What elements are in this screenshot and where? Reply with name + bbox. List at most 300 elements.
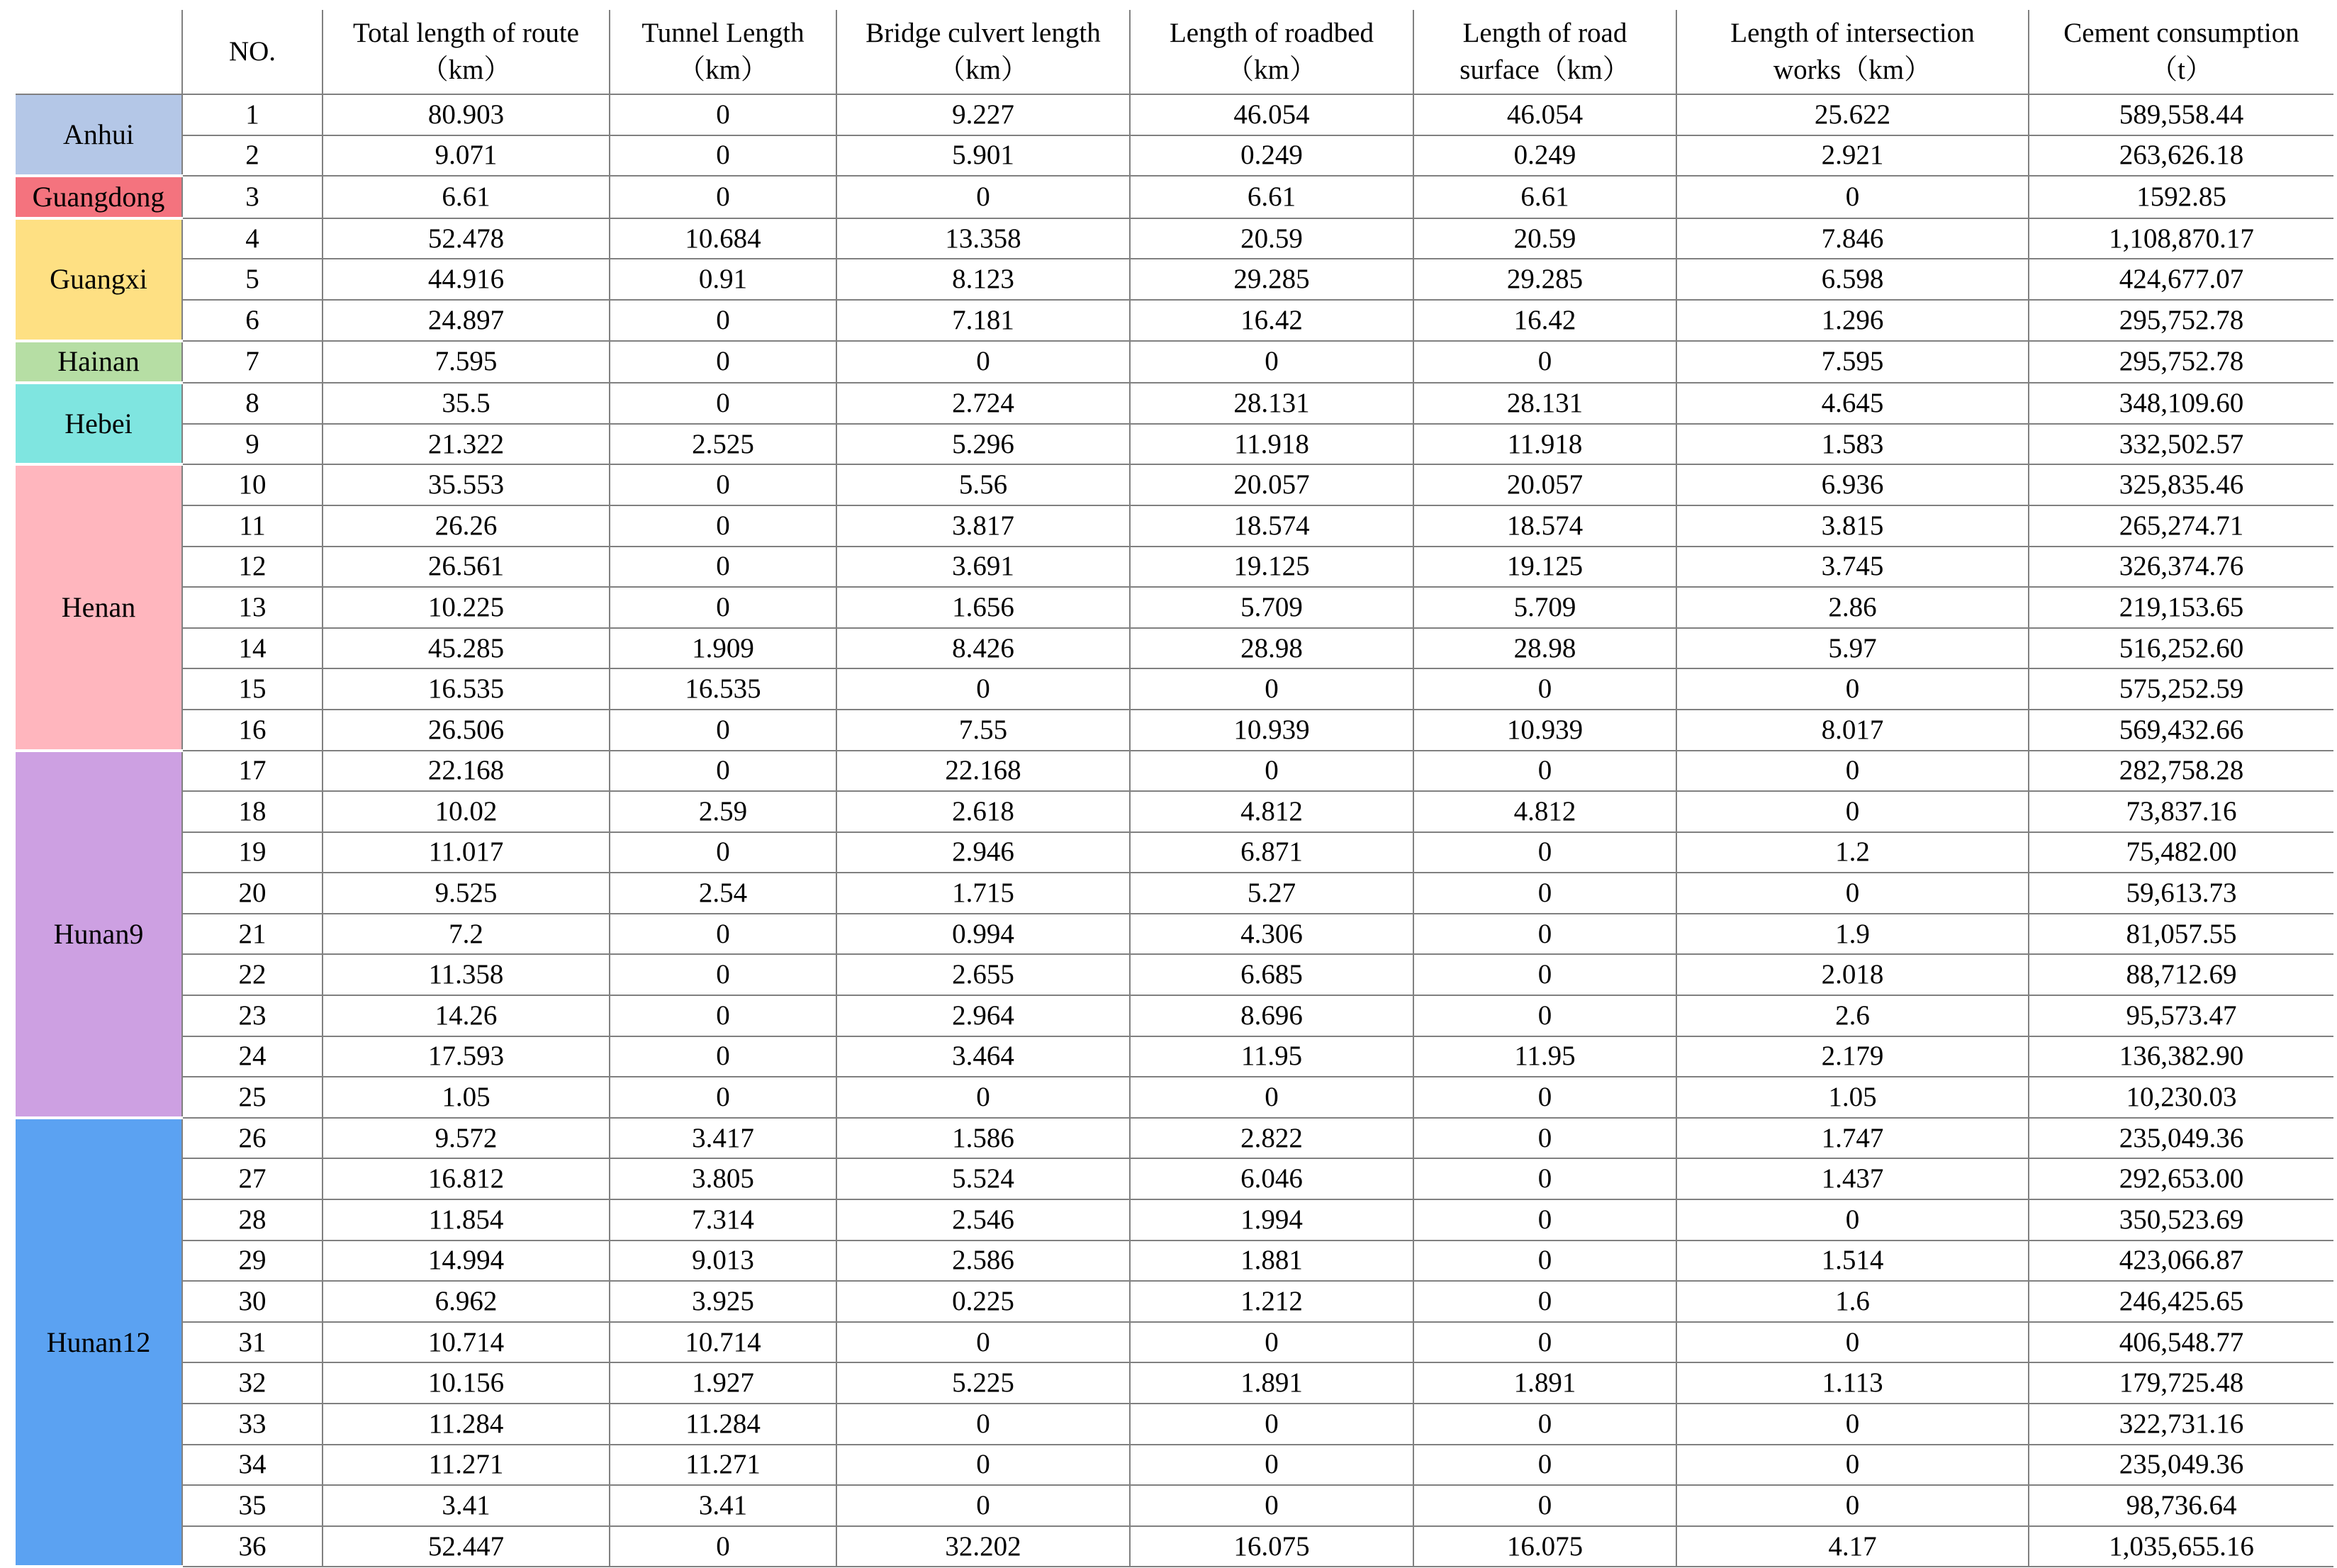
total-length-cell: 9.525: [323, 873, 610, 914]
road-surface-length-cell: 0: [1413, 1445, 1676, 1486]
total-length-cell: 6.962: [323, 1281, 610, 1322]
roadbed-length-cell: 29.285: [1130, 259, 1413, 300]
cement-consumption-cell: 265,274.71: [2029, 505, 2333, 547]
road-surface-length-cell: 0: [1413, 914, 1676, 955]
route-no-cell: 9: [182, 424, 323, 465]
roadbed-length-cell: 6.871: [1130, 832, 1413, 873]
header-no: [182, 10, 323, 94]
cement-consumption-cell: 59,613.73: [2029, 873, 2333, 914]
roadbed-length-cell: 20.057: [1130, 464, 1413, 505]
bridge-culvert-length-cell: 5.901: [836, 135, 1130, 177]
route-no-cell: 5: [182, 259, 323, 300]
table-row: [16, 587, 2333, 628]
road-surface-length-cell: 20.59: [1413, 218, 1676, 259]
bridge-culvert-length-cell: 0.225: [836, 1281, 1130, 1322]
road-surface-length-cell: 0: [1413, 1199, 1676, 1241]
bridge-culvert-length-cell: 0: [836, 341, 1130, 383]
route-no-cell: 22: [182, 954, 323, 995]
table-row: [16, 914, 2333, 955]
header-bridge-culvert-length-line1: Bridge culvert length: [865, 18, 1101, 48]
route-no-cell: 4: [182, 218, 323, 259]
road-surface-length-cell: 0: [1413, 1158, 1676, 1199]
intersection-length-cell: 2.179: [1676, 1036, 2029, 1077]
header-roadbed-length: [1130, 10, 1413, 94]
road-surface-length-cell: 4.812: [1413, 791, 1676, 832]
road-surface-length-cell: 19.125: [1413, 547, 1676, 588]
cement-consumption-cell: 263,626.18: [2029, 135, 2333, 177]
route-no-cell: 35: [182, 1485, 323, 1526]
total-length-cell: 26.26: [323, 505, 610, 547]
tunnel-length-cell: 0: [610, 341, 836, 383]
table-row: [16, 1526, 2333, 1567]
bridge-culvert-length-cell: 2.946: [836, 832, 1130, 873]
road-surface-length-cell: 0: [1413, 1281, 1676, 1322]
cement-consumption-cell: 295,752.78: [2029, 300, 2333, 341]
header-road-surface-length-line2: surface（km）: [1459, 55, 1630, 85]
total-length-cell: 16.535: [323, 668, 610, 710]
total-length-cell: 52.447: [323, 1526, 610, 1567]
roadbed-length-cell: 2.822: [1130, 1118, 1413, 1159]
intersection-length-cell: 8.017: [1676, 710, 2029, 751]
route-no-cell: 31: [182, 1322, 323, 1363]
route-no-cell: 20: [182, 873, 323, 914]
roadbed-length-cell: 4.812: [1130, 791, 1413, 832]
cement-consumption-cell: 322,731.16: [2029, 1404, 2333, 1445]
table-row: [16, 464, 2333, 505]
roadbed-length-cell: 1.212: [1130, 1281, 1413, 1322]
cement-consumption-cell: 235,049.36: [2029, 1118, 2333, 1159]
intersection-length-cell: 1.2: [1676, 832, 2029, 873]
route-no-cell: 29: [182, 1241, 323, 1282]
route-data-table-container: [16, 10, 2333, 1568]
bridge-culvert-length-cell: 1.715: [836, 873, 1130, 914]
route-no-cell: 14: [182, 628, 323, 669]
table-row: [16, 1077, 2333, 1118]
province-cell: Hainan: [16, 341, 182, 383]
cement-consumption-cell: 295,752.78: [2029, 341, 2333, 383]
tunnel-length-cell: 0: [610, 954, 836, 995]
intersection-length-cell: 0: [1676, 1404, 2029, 1445]
bridge-culvert-length-cell: 1.586: [836, 1118, 1130, 1159]
bridge-culvert-length-cell: 2.964: [836, 995, 1130, 1036]
cement-consumption-cell: 88,712.69: [2029, 954, 2333, 995]
table-row: [16, 176, 2333, 218]
total-length-cell: 11.854: [323, 1199, 610, 1241]
table-row: [16, 1445, 2333, 1486]
intersection-length-cell: 0: [1676, 751, 2029, 792]
table-row: [16, 1485, 2333, 1526]
roadbed-length-cell: 0: [1130, 341, 1413, 383]
cement-consumption-cell: 10,230.03: [2029, 1077, 2333, 1118]
route-no-cell: 28: [182, 1199, 323, 1241]
header-no-label: NO.: [228, 36, 276, 67]
bridge-culvert-length-cell: 7.181: [836, 300, 1130, 341]
bridge-culvert-length-cell: 32.202: [836, 1526, 1130, 1567]
table-row: [16, 135, 2333, 177]
total-length-cell: 11.284: [323, 1404, 610, 1445]
route-no-cell: 16: [182, 710, 323, 751]
header-tunnel-length: [610, 10, 836, 94]
bridge-culvert-length-cell: 22.168: [836, 751, 1130, 792]
table-row: [16, 1322, 2333, 1363]
intersection-length-cell: 7.846: [1676, 218, 2029, 259]
total-length-cell: 10.225: [323, 587, 610, 628]
tunnel-length-cell: 0: [610, 300, 836, 341]
cement-consumption-cell: 575,252.59: [2029, 668, 2333, 710]
road-surface-length-cell: 0.249: [1413, 135, 1676, 177]
total-length-cell: 45.285: [323, 628, 610, 669]
cement-consumption-cell: 292,653.00: [2029, 1158, 2333, 1199]
bridge-culvert-length-cell: 7.55: [836, 710, 1130, 751]
roadbed-length-cell: 28.131: [1130, 383, 1413, 424]
tunnel-length-cell: 0: [610, 94, 836, 135]
tunnel-length-cell: 0: [610, 832, 836, 873]
cement-consumption-cell: 75,482.00: [2029, 832, 2333, 873]
header-tunnel-length-line2: （km）: [678, 55, 768, 85]
road-surface-length-cell: 0: [1413, 1077, 1676, 1118]
header-intersection-length-line1: Length of intersection: [1730, 18, 1975, 48]
table-row: [16, 1036, 2333, 1077]
road-surface-length-cell: 0: [1413, 1322, 1676, 1363]
table-row: [16, 1199, 2333, 1241]
route-no-cell: 26: [182, 1118, 323, 1159]
cement-consumption-cell: 73,837.16: [2029, 791, 2333, 832]
intersection-length-cell: 2.86: [1676, 587, 2029, 628]
intersection-length-cell: 7.595: [1676, 341, 2029, 383]
bridge-culvert-length-cell: 2.546: [836, 1199, 1130, 1241]
table-row: [16, 424, 2333, 465]
cement-consumption-cell: 350,523.69: [2029, 1199, 2333, 1241]
roadbed-length-cell: 0.249: [1130, 135, 1413, 177]
header-total-length: [323, 10, 610, 94]
cement-consumption-cell: 81,057.55: [2029, 914, 2333, 955]
intersection-length-cell: 4.645: [1676, 383, 2029, 424]
intersection-length-cell: 0: [1676, 873, 2029, 914]
route-no-cell: 36: [182, 1526, 323, 1567]
route-no-cell: 21: [182, 914, 323, 955]
road-surface-length-cell: 46.054: [1413, 94, 1676, 135]
cement-consumption-cell: 1,108,870.17: [2029, 218, 2333, 259]
bridge-culvert-length-cell: 3.817: [836, 505, 1130, 547]
intersection-length-cell: 2.921: [1676, 135, 2029, 177]
route-no-cell: 3: [182, 176, 323, 218]
header-province: [16, 10, 182, 94]
intersection-length-cell: 1.437: [1676, 1158, 2029, 1199]
cement-consumption-cell: 348,109.60: [2029, 383, 2333, 424]
table-row: [16, 710, 2333, 751]
cement-consumption-cell: 569,432.66: [2029, 710, 2333, 751]
road-surface-length-cell: 0: [1413, 995, 1676, 1036]
roadbed-length-cell: 0: [1130, 1322, 1413, 1363]
intersection-length-cell: 25.622: [1676, 94, 2029, 135]
table-row: [16, 1281, 2333, 1322]
roadbed-length-cell: 20.59: [1130, 218, 1413, 259]
tunnel-length-cell: 3.805: [610, 1158, 836, 1199]
cement-consumption-cell: 95,573.47: [2029, 995, 2333, 1036]
route-no-cell: 24: [182, 1036, 323, 1077]
roadbed-length-cell: 1.994: [1130, 1199, 1413, 1241]
roadbed-length-cell: 6.046: [1130, 1158, 1413, 1199]
total-length-cell: 9.071: [323, 135, 610, 177]
roadbed-length-cell: 16.42: [1130, 300, 1413, 341]
roadbed-length-cell: 5.709: [1130, 587, 1413, 628]
header-intersection-length: [1676, 10, 2029, 94]
road-surface-length-cell: 11.95: [1413, 1036, 1676, 1077]
table-row: [16, 668, 2333, 710]
road-surface-length-cell: 16.075: [1413, 1526, 1676, 1567]
intersection-length-cell: 6.936: [1676, 464, 2029, 505]
road-surface-length-cell: 0: [1413, 954, 1676, 995]
total-length-cell: 16.812: [323, 1158, 610, 1199]
tunnel-length-cell: 11.284: [610, 1404, 836, 1445]
total-length-cell: 44.916: [323, 259, 610, 300]
total-length-cell: 35.5: [323, 383, 610, 424]
header-total-length-line2: （km）: [420, 55, 512, 85]
roadbed-length-cell: 8.696: [1130, 995, 1413, 1036]
tunnel-length-cell: 2.59: [610, 791, 836, 832]
cement-consumption-cell: 332,502.57: [2029, 424, 2333, 465]
table-row: [16, 1362, 2333, 1404]
province-cell: Anhui: [16, 94, 182, 176]
header-row: [16, 10, 2333, 94]
tunnel-length-cell: 3.925: [610, 1281, 836, 1322]
roadbed-length-cell: 6.61: [1130, 176, 1413, 218]
table-row: [16, 341, 2333, 383]
tunnel-length-cell: 0: [610, 135, 836, 177]
route-no-cell: 8: [182, 383, 323, 424]
cement-consumption-cell: 406,548.77: [2029, 1322, 2333, 1363]
route-no-cell: 17: [182, 751, 323, 792]
intersection-length-cell: 5.97: [1676, 628, 2029, 669]
table-row: [16, 1404, 2333, 1445]
road-surface-length-cell: 29.285: [1413, 259, 1676, 300]
road-surface-length-cell: 11.918: [1413, 424, 1676, 465]
header-road-surface-length: [1413, 10, 1676, 94]
tunnel-length-cell: 0: [610, 505, 836, 547]
cement-consumption-cell: 98,736.64: [2029, 1485, 2333, 1526]
bridge-culvert-length-cell: 1.656: [836, 587, 1130, 628]
bridge-culvert-length-cell: 5.56: [836, 464, 1130, 505]
tunnel-length-cell: 0.91: [610, 259, 836, 300]
road-surface-length-cell: 0: [1413, 1404, 1676, 1445]
province-cell: Hunan9: [16, 751, 182, 1118]
bridge-culvert-length-cell: 3.464: [836, 1036, 1130, 1077]
total-length-cell: 26.561: [323, 547, 610, 588]
tunnel-length-cell: 7.314: [610, 1199, 836, 1241]
total-length-cell: 10.02: [323, 791, 610, 832]
tunnel-length-cell: 10.684: [610, 218, 836, 259]
bridge-culvert-length-cell: 0: [836, 668, 1130, 710]
tunnel-length-cell: 3.417: [610, 1118, 836, 1159]
total-length-cell: 6.61: [323, 176, 610, 218]
header-road-surface-length-line1: Length of road: [1462, 18, 1627, 48]
roadbed-length-cell: 11.918: [1130, 424, 1413, 465]
tunnel-length-cell: 0: [610, 751, 836, 792]
header-bridge-culvert-length-line2: （km）: [938, 55, 1029, 85]
intersection-length-cell: 0: [1676, 1445, 2029, 1486]
province-cell: Guangxi: [16, 218, 182, 341]
intersection-length-cell: 0: [1676, 1199, 2029, 1241]
table-row: [16, 791, 2333, 832]
tunnel-length-cell: 2.525: [610, 424, 836, 465]
road-surface-length-cell: 0: [1413, 873, 1676, 914]
bridge-culvert-length-cell: 0: [836, 176, 1130, 218]
intersection-length-cell: 3.815: [1676, 505, 2029, 547]
route-no-cell: 2: [182, 135, 323, 177]
cement-consumption-cell: 246,425.65: [2029, 1281, 2333, 1322]
header-tunnel-length-line1: Tunnel Length: [641, 18, 805, 48]
road-surface-length-cell: 0: [1413, 668, 1676, 710]
route-no-cell: 25: [182, 1077, 323, 1118]
bridge-culvert-length-cell: 3.691: [836, 547, 1130, 588]
bridge-culvert-length-cell: 9.227: [836, 94, 1130, 135]
total-length-cell: 3.41: [323, 1485, 610, 1526]
roadbed-length-cell: 0: [1130, 668, 1413, 710]
intersection-length-cell: 0: [1676, 1485, 2029, 1526]
route-no-cell: 19: [182, 832, 323, 873]
cement-consumption-cell: 235,049.36: [2029, 1445, 2333, 1486]
road-surface-length-cell: 18.574: [1413, 505, 1676, 547]
cement-consumption-cell: 326,374.76: [2029, 547, 2333, 588]
intersection-length-cell: 3.745: [1676, 547, 2029, 588]
table-row: [16, 259, 2333, 300]
table-row: [16, 832, 2333, 873]
bridge-culvert-length-cell: 8.123: [836, 259, 1130, 300]
route-no-cell: 32: [182, 1362, 323, 1404]
cement-consumption-cell: 424,677.07: [2029, 259, 2333, 300]
tunnel-length-cell: 0: [610, 547, 836, 588]
bridge-culvert-length-cell: 2.724: [836, 383, 1130, 424]
bridge-culvert-length-cell: 0: [836, 1404, 1130, 1445]
header-bridge-culvert-length: [836, 10, 1130, 94]
road-surface-length-cell: 0: [1413, 832, 1676, 873]
table-row: [16, 383, 2333, 424]
table-row: [16, 300, 2333, 341]
tunnel-length-cell: 0: [610, 914, 836, 955]
intersection-length-cell: 1.05: [1676, 1077, 2029, 1118]
tunnel-length-cell: 9.013: [610, 1241, 836, 1282]
total-length-cell: 17.593: [323, 1036, 610, 1077]
table-row: [16, 1241, 2333, 1282]
roadbed-length-cell: 6.685: [1130, 954, 1413, 995]
route-no-cell: 15: [182, 668, 323, 710]
total-length-cell: 1.05: [323, 1077, 610, 1118]
road-surface-length-cell: 1.891: [1413, 1362, 1676, 1404]
road-surface-length-cell: 5.709: [1413, 587, 1676, 628]
bridge-culvert-length-cell: 0.994: [836, 914, 1130, 955]
roadbed-length-cell: 1.891: [1130, 1362, 1413, 1404]
total-length-cell: 24.897: [323, 300, 610, 341]
road-surface-length-cell: 0: [1413, 1485, 1676, 1526]
province-cell: Guangdong: [16, 176, 182, 218]
route-no-cell: 7: [182, 341, 323, 383]
road-surface-length-cell: 20.057: [1413, 464, 1676, 505]
roadbed-length-cell: 0: [1130, 1077, 1413, 1118]
roadbed-length-cell: 11.95: [1130, 1036, 1413, 1077]
intersection-length-cell: 6.598: [1676, 259, 2029, 300]
table-row: [16, 873, 2333, 914]
roadbed-length-cell: 19.125: [1130, 547, 1413, 588]
bridge-culvert-length-cell: 2.618: [836, 791, 1130, 832]
bridge-culvert-length-cell: 5.225: [836, 1362, 1130, 1404]
bridge-culvert-length-cell: 0: [836, 1077, 1130, 1118]
total-length-cell: 14.994: [323, 1241, 610, 1282]
tunnel-length-cell: 0: [610, 710, 836, 751]
cement-consumption-cell: 179,725.48: [2029, 1362, 2333, 1404]
roadbed-length-cell: 46.054: [1130, 94, 1413, 135]
roadbed-length-cell: 16.075: [1130, 1526, 1413, 1567]
road-surface-length-cell: 0: [1413, 751, 1676, 792]
road-surface-length-cell: 28.131: [1413, 383, 1676, 424]
route-no-cell: 30: [182, 1281, 323, 1322]
header-cement-consumption-line1: Cement consumption: [2063, 18, 2299, 48]
roadbed-length-cell: 5.27: [1130, 873, 1413, 914]
intersection-length-cell: 1.6: [1676, 1281, 2029, 1322]
roadbed-length-cell: 10.939: [1130, 710, 1413, 751]
province-cell: Hebei: [16, 383, 182, 464]
intersection-length-cell: 2.018: [1676, 954, 2029, 995]
tunnel-length-cell: 1.909: [610, 628, 836, 669]
roadbed-length-cell: 0: [1130, 1404, 1413, 1445]
total-length-cell: 22.168: [323, 751, 610, 792]
cement-consumption-cell: 325,835.46: [2029, 464, 2333, 505]
roadbed-length-cell: 28.98: [1130, 628, 1413, 669]
table-row: [16, 628, 2333, 669]
cement-consumption-cell: 1592.85: [2029, 176, 2333, 218]
province-cell: Henan: [16, 464, 182, 750]
roadbed-length-cell: 1.881: [1130, 1241, 1413, 1282]
table-header: [16, 10, 2333, 94]
bridge-culvert-length-cell: 2.586: [836, 1241, 1130, 1282]
route-no-cell: 18: [182, 791, 323, 832]
roadbed-length-cell: 0: [1130, 1445, 1413, 1486]
table-row: [16, 505, 2333, 547]
total-length-cell: 7.595: [323, 341, 610, 383]
table-row: [16, 954, 2333, 995]
tunnel-length-cell: 2.54: [610, 873, 836, 914]
tunnel-length-cell: 0: [610, 995, 836, 1036]
total-length-cell: 10.156: [323, 1362, 610, 1404]
intersection-length-cell: 1.747: [1676, 1118, 2029, 1159]
tunnel-length-cell: 0: [610, 1526, 836, 1567]
tunnel-length-cell: 0: [610, 1077, 836, 1118]
road-surface-length-cell: 0: [1413, 1118, 1676, 1159]
intersection-length-cell: 0: [1676, 668, 2029, 710]
table-row: [16, 1118, 2333, 1159]
tunnel-length-cell: 0: [610, 587, 836, 628]
intersection-length-cell: 4.17: [1676, 1526, 2029, 1567]
tunnel-length-cell: 10.714: [610, 1322, 836, 1363]
roadbed-length-cell: 4.306: [1130, 914, 1413, 955]
header-cement-consumption-line2: （t）: [2150, 55, 2213, 85]
route-data-table: [16, 10, 2333, 1568]
bridge-culvert-length-cell: 0: [836, 1485, 1130, 1526]
cement-consumption-cell: 589,558.44: [2029, 94, 2333, 135]
total-length-cell: 80.903: [323, 94, 610, 135]
table-row: [16, 1158, 2333, 1199]
road-surface-length-cell: 16.42: [1413, 300, 1676, 341]
intersection-length-cell: 1.113: [1676, 1362, 2029, 1404]
road-surface-length-cell: 0: [1413, 1241, 1676, 1282]
intersection-length-cell: 1.296: [1676, 300, 2029, 341]
total-length-cell: 11.271: [323, 1445, 610, 1486]
bridge-culvert-length-cell: 2.655: [836, 954, 1130, 995]
cement-consumption-cell: 282,758.28: [2029, 751, 2333, 792]
intersection-length-cell: 0: [1676, 791, 2029, 832]
header-roadbed-length-line1: Length of roadbed: [1169, 18, 1374, 48]
table-row: [16, 751, 2333, 792]
route-no-cell: 1: [182, 94, 323, 135]
